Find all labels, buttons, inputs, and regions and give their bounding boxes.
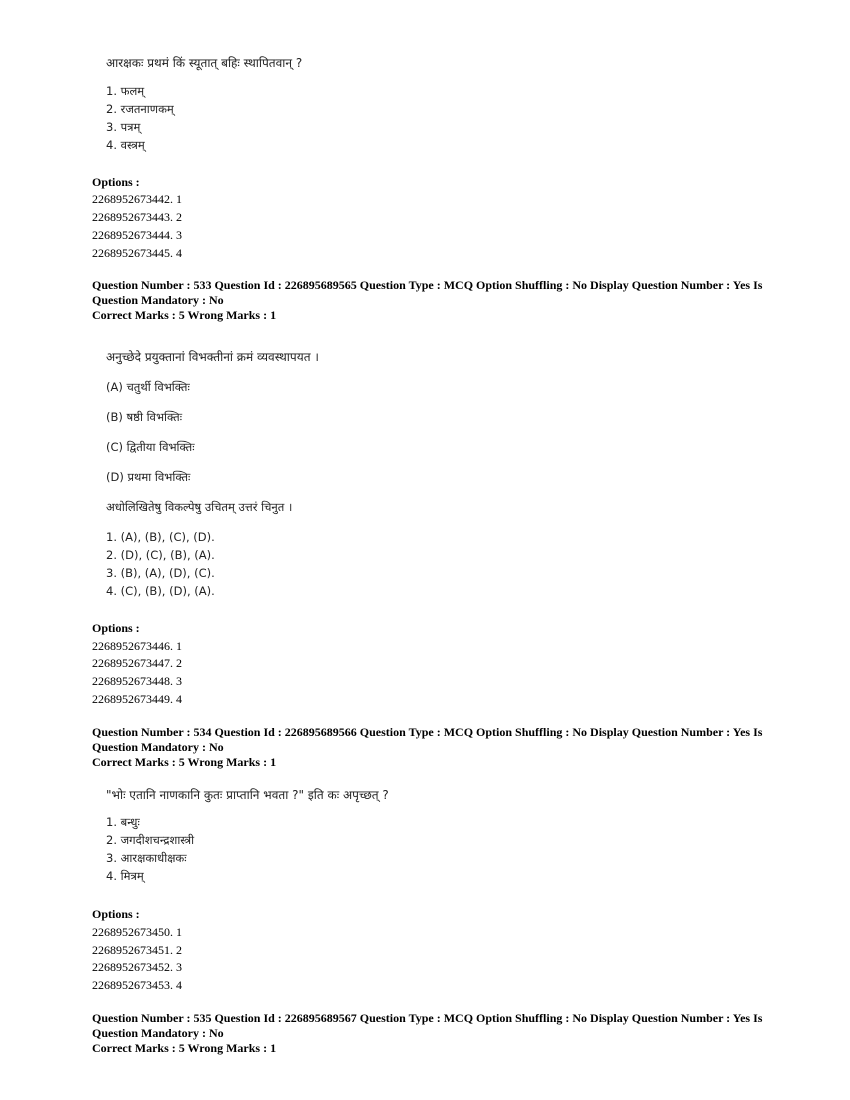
question-534-option-id-3: 2268952673452. 3 [92, 960, 182, 974]
question-534-option-id-2: 2268952673451. 2 [92, 943, 182, 957]
question-534-marks: Correct Marks : 5 Wrong Marks : 1 [92, 755, 277, 769]
question-534-choice-1: 1. बन्धुः [106, 815, 140, 829]
question-534-choice-4: 4. मित्रम् [106, 869, 144, 883]
question-532-choice-2: 2. रजतनाणकम् [106, 102, 174, 116]
question-533-options-label: Options : [92, 621, 140, 635]
question-532-option-id-2: 2268952673443. 2 [92, 210, 182, 224]
question-534-options-label: Options : [92, 907, 140, 921]
question-533-option-id-2: 2268952673447. 2 [92, 656, 182, 670]
question-533-item-a: (A) चतुर्थी विभक्तिः [106, 380, 190, 394]
question-533-option-id-3: 2268952673448. 3 [92, 674, 182, 688]
question-532-option-id-4: 2268952673445. 4 [92, 246, 182, 260]
question-532-options-label: Options : [92, 175, 140, 189]
question-533-header: Question Number : 533 Question Id : 226895689565 Question Type : MCQ Option Shuffling : No Display Question Number : Yes Is Question Mandatory : No [92, 278, 763, 307]
question-533-choice-2: 2. (D), (C), (B), (A). [106, 548, 215, 562]
question-533-item-b: (B) षष्ठी विभक्तिः [106, 410, 183, 424]
question-533-choice-3: 3. (B), (A), (D), (C). [106, 566, 215, 580]
question-532-choice-4: 4. वस्त्रम् [106, 138, 145, 152]
question-533-item-d: (D) प्रथमा विभक्तिः [106, 470, 191, 484]
question-535-marks: Correct Marks : 5 Wrong Marks : 1 [92, 1041, 277, 1055]
question-534-option-id-1: 2268952673450. 1 [92, 925, 182, 939]
question-533-item-c: (C) द्वितीया विभक्तिः [106, 440, 195, 454]
question-532-choice-3: 3. पत्रम् [106, 120, 141, 134]
question-532-text: आरक्षकः प्रथमं किं स्यूतात् बहिः स्थापितवान् ? [106, 56, 303, 70]
question-534-header: Question Number : 534 Question Id : 226895689566 Question Type : MCQ Option Shuffling : No Display Question Number : Yes Is Question Mandatory : No [92, 725, 763, 754]
question-534-choice-3: 3. आरक्षकाधीक्षकः [106, 851, 187, 865]
question-535-header: Question Number : 535 Question Id : 226895689567 Question Type : MCQ Option Shuffling : No Display Question Number : Yes Is Question Mandatory : No [92, 1011, 763, 1040]
question-532-option-id-1: 2268952673442. 1 [92, 192, 182, 206]
question-532-option-id-3: 2268952673444. 3 [92, 228, 182, 242]
question-533-option-id-4: 2268952673449. 4 [92, 692, 182, 706]
question-533-option-id-1: 2268952673446. 1 [92, 639, 182, 653]
question-534-choice-2: 2. जगदीशचन्द्रशास्त्री [106, 833, 195, 847]
question-533-choice-1: 1. (A), (B), (C), (D). [106, 530, 215, 544]
question-533-choice-4: 4. (C), (B), (D), (A). [106, 584, 215, 598]
question-533-text: अनुच्छेदे प्रयुक्तानां विभक्तीनां क्रमं व्यवस्थापयत । [106, 350, 319, 364]
question-534-text: "भोः एतानि नाणकानि कुतः प्राप्तानि भवता ?" इति कः अपृच्छत् ? [106, 788, 389, 802]
question-532-choice-1: 1. फलम् [106, 84, 145, 98]
question-533-instruction: अधोलिखितेषु विकल्पेषु उचितम् उत्तरं चिनुत । [106, 500, 293, 514]
question-533-marks: Correct Marks : 5 Wrong Marks : 1 [92, 308, 277, 322]
question-534-option-id-4: 2268952673453. 4 [92, 978, 182, 992]
